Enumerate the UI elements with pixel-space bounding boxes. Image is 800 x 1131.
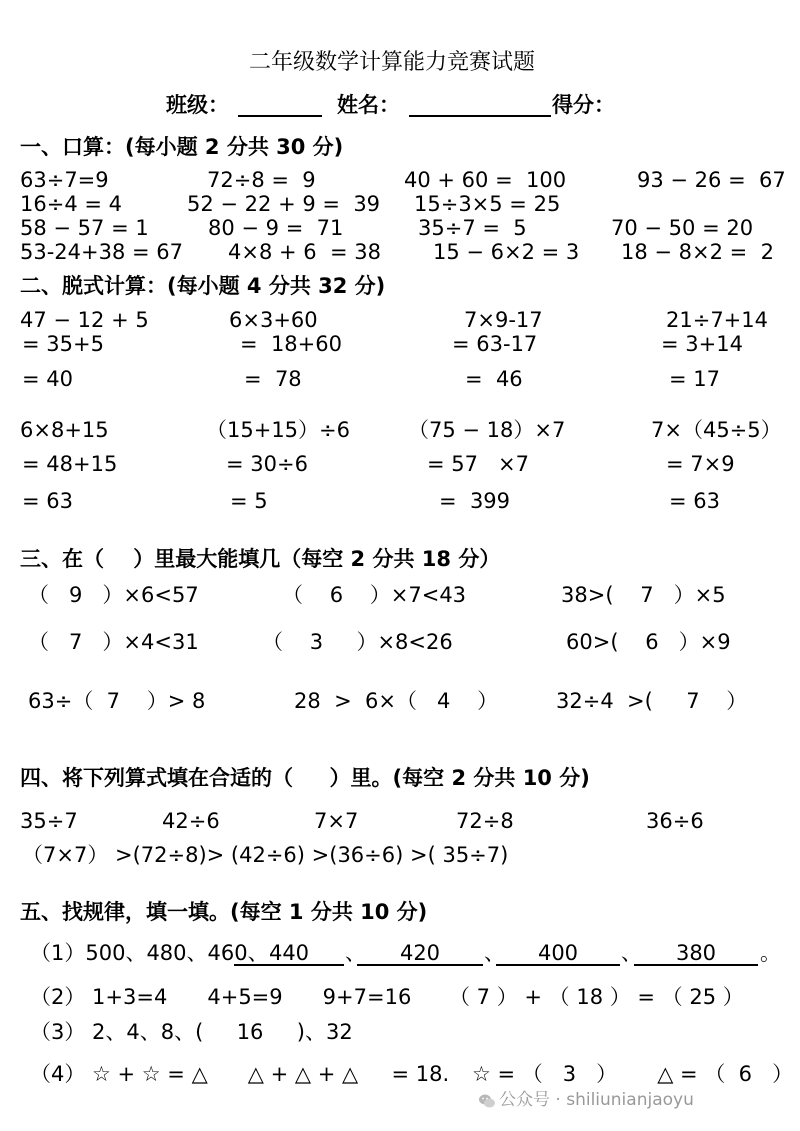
- oral-item: 58 − 57 = 1: [20, 216, 149, 240]
- pattern-separator: 、: [484, 941, 505, 965]
- step-line: = 63-17: [452, 332, 538, 356]
- order-item: 36÷6: [646, 809, 704, 833]
- step-line: = 18+60: [240, 332, 342, 356]
- step-line: = 63: [22, 489, 73, 513]
- step-line: = 3+14: [661, 332, 743, 356]
- class-label: 班级：: [166, 93, 229, 117]
- name-label: 姓名：: [337, 93, 400, 117]
- step-line: = 30÷6: [226, 452, 308, 476]
- step-line: = 7×9: [666, 452, 735, 476]
- oral-item: 15÷3×5 = 25: [414, 192, 561, 216]
- oral-item: 80 − 9 = 71: [208, 216, 344, 240]
- order-item: 42÷6: [162, 809, 220, 833]
- pattern-blank: 380: [634, 943, 758, 966]
- wechat-icon: [478, 1092, 496, 1110]
- oral-item: 70 − 50 = 20: [611, 216, 754, 240]
- oral-item: 16÷4 = 4: [20, 192, 122, 216]
- step-expression: 7×9-17: [464, 308, 543, 332]
- pattern-q1-prefix: （1）500、480、460、: [30, 941, 269, 965]
- pattern-q2-answer: （ 7 ） + （ 18 ） = （ 25 ）: [449, 985, 744, 1009]
- step-expression: 21÷7+14: [666, 308, 768, 332]
- order-item: 72÷8: [456, 809, 514, 833]
- step-expression: 6×8+15: [20, 418, 109, 442]
- fill-item: （ 3 ）×8<26: [262, 630, 453, 654]
- step-expression: 7×（45÷5）: [651, 418, 782, 442]
- step-expression: 47 − 12 + 5: [20, 308, 149, 332]
- order-item: 7×7: [314, 809, 359, 833]
- step-line: = 17: [669, 367, 720, 391]
- step-line: = 63: [669, 489, 720, 513]
- pattern-end: 。: [760, 941, 781, 965]
- score-label: 得分：: [552, 93, 615, 117]
- section-3-heading: 三、在（ ）里最大能填几（每空 2 分共 18 分）: [20, 547, 501, 571]
- oral-item: 63÷7=9: [20, 168, 109, 192]
- oral-item: 18 − 8×2 = 2: [621, 240, 774, 264]
- pattern-q3: （3） 2、4、8、( 16 )、32: [30, 1020, 353, 1044]
- fill-item: 38>( 7 ）×5: [561, 583, 726, 607]
- step-expression: 6×3+60: [229, 308, 318, 332]
- step-line: = 35+5: [22, 332, 104, 356]
- step-line: = 46: [465, 367, 523, 391]
- step-line: = 40: [22, 367, 73, 391]
- step-line: = 399: [439, 489, 511, 513]
- watermark-text: 公众号 · shiliunianjaoyu: [499, 1090, 694, 1110]
- page-title: 二年级数学计算能力竞赛试题: [249, 50, 536, 75]
- section-1-heading: 一、口算：(每小题 2 分共 30 分): [20, 135, 344, 159]
- oral-item: 40 + 60 = 100: [404, 168, 567, 192]
- order-item: 35÷7: [20, 809, 78, 833]
- section-5-heading: 五、找规律，填一填。(每空 1 分共 10 分): [20, 900, 428, 924]
- oral-item: 4×8 + 6 = 38: [228, 240, 381, 264]
- oral-item: 35÷7 = 5: [418, 216, 527, 240]
- step-line: = 57 ×7: [427, 452, 529, 476]
- pattern-separator: 、: [621, 941, 642, 965]
- fill-item: （ 9 ）×6<57: [28, 583, 199, 607]
- step-line: = 78: [244, 367, 302, 391]
- name-blank[interactable]: [409, 115, 551, 117]
- step-expression: （75 − 18）×7: [408, 418, 566, 442]
- pattern-blank: 440: [234, 943, 344, 966]
- pattern-q2: （2） 1+3=4 4+5=9 9+7=16: [30, 985, 412, 1009]
- order-answer: （7×7） >(72÷8)> (42÷6) >(36÷6) >( 35÷7): [22, 843, 509, 867]
- class-blank[interactable]: [238, 115, 322, 117]
- fill-item: 28 > 6×（ 4 ）: [294, 689, 499, 713]
- pattern-separator: 、: [345, 941, 366, 965]
- section-2-heading: 二、脱式计算：(每小题 4 分共 32 分): [20, 274, 386, 298]
- step-line: = 5: [230, 489, 268, 513]
- oral-item: 93 − 26 = 67: [637, 168, 786, 192]
- fill-item: 60>( 6 ）×9: [566, 630, 731, 654]
- pattern-q4-answer: ☆ = （ 3 ） △ = （ 6 ）: [472, 1062, 794, 1086]
- fill-item: （ 7 ）×4<31: [28, 630, 199, 654]
- pattern-blank: 400: [496, 943, 620, 966]
- fill-item: 63÷（ 7 ）> 8: [28, 689, 206, 713]
- pattern-blank: 420: [357, 943, 483, 966]
- pattern-q4: （4） ☆ + ☆ = △ △ + △ + △ = 18.: [30, 1062, 450, 1086]
- oral-item: 52 − 22 + 9 = 39: [187, 192, 381, 216]
- fill-item: （ 6 ）×7<43: [282, 583, 467, 607]
- section-4-heading: 四、将下列算式填在合适的（ ）里。(每空 2 分共 10 分): [20, 766, 590, 790]
- step-expression: （15+15）÷6: [206, 418, 350, 442]
- oral-item: 72÷8 = 9: [207, 168, 316, 192]
- step-line: = 48+15: [22, 452, 118, 476]
- oral-item: 15 − 6×2 = 3: [433, 240, 580, 264]
- fill-item: 32÷4 >( 7 ）: [556, 689, 748, 713]
- oral-item: 53-24+38 = 67: [20, 240, 184, 264]
